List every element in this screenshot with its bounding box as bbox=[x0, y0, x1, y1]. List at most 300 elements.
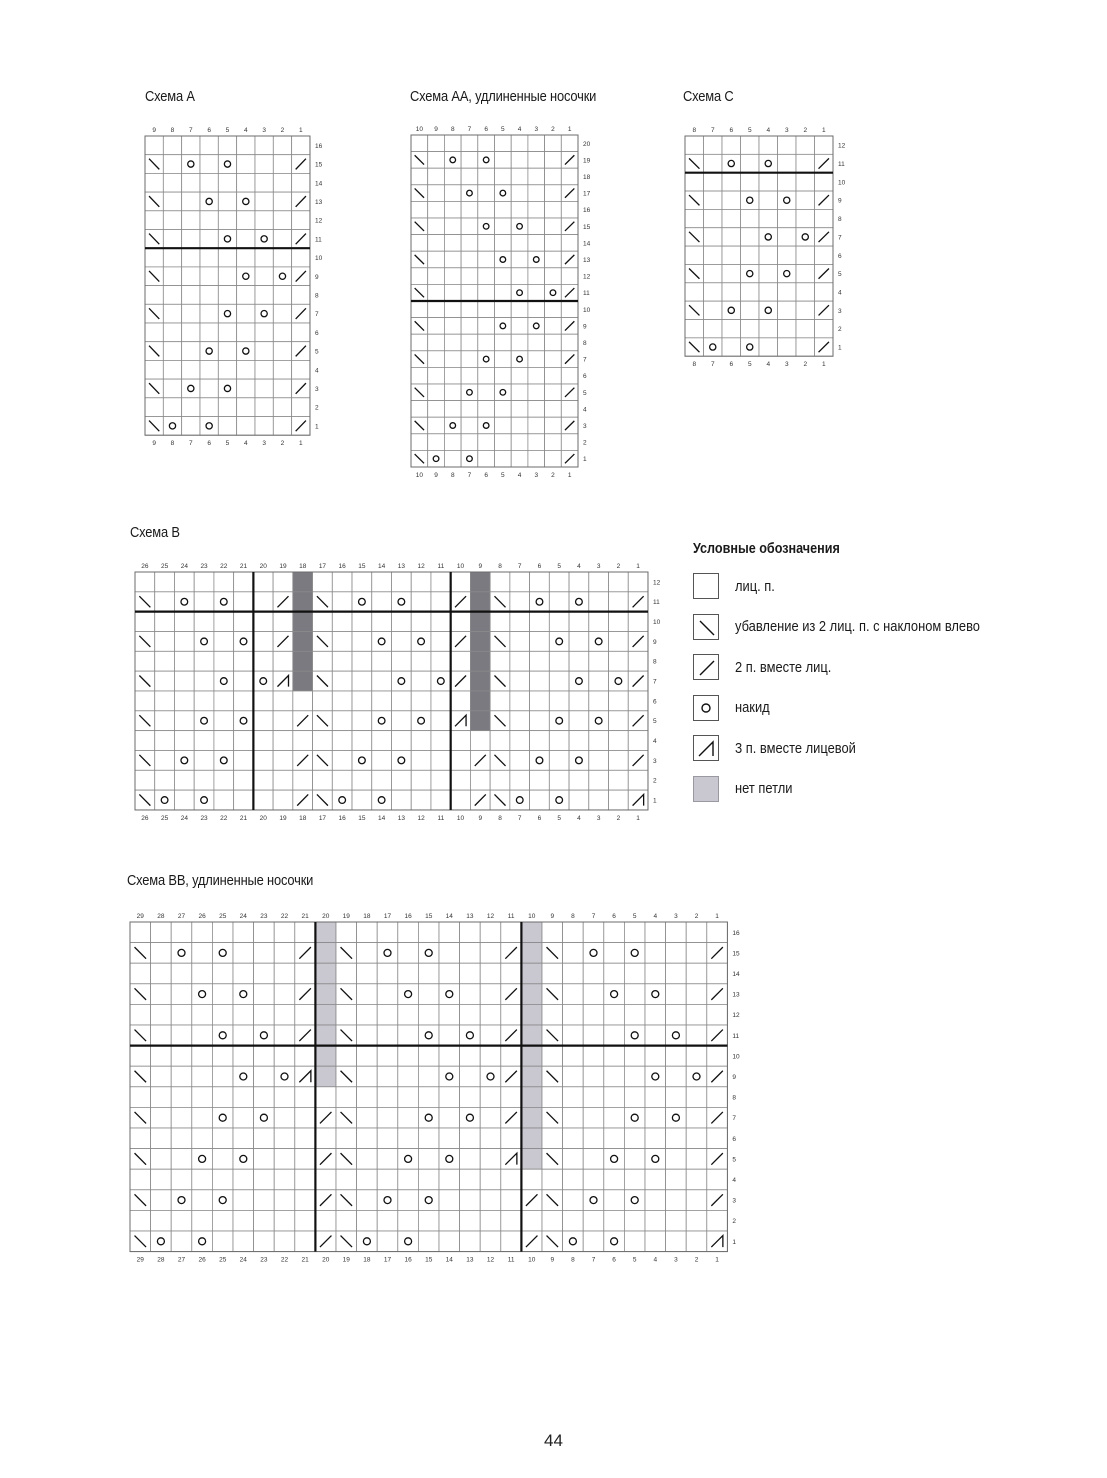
chart-cell bbox=[194, 671, 214, 691]
column-label: 6 bbox=[484, 126, 488, 133]
chart-cell bbox=[255, 248, 273, 267]
chart-cell bbox=[478, 334, 495, 351]
chart-cell bbox=[545, 218, 562, 235]
column-label: 3 bbox=[596, 563, 601, 570]
column-label: 8 bbox=[450, 472, 455, 479]
chart-cell bbox=[480, 1149, 501, 1170]
chart-cell bbox=[815, 283, 834, 301]
chart-cell bbox=[214, 612, 234, 632]
chart-cell bbox=[549, 671, 569, 691]
column-label: 7 bbox=[467, 472, 472, 479]
chart-cell bbox=[759, 320, 778, 338]
chart-cell bbox=[233, 922, 254, 943]
chart-cell bbox=[759, 338, 778, 356]
chart-cell bbox=[741, 228, 760, 246]
chart-cell bbox=[624, 943, 645, 964]
no-stitch-cell bbox=[521, 984, 542, 1005]
chart-cell bbox=[398, 1004, 419, 1025]
column-label: 10 bbox=[528, 1256, 536, 1264]
chart-cell bbox=[254, 922, 275, 943]
chart-cell bbox=[545, 384, 562, 401]
chart-cell bbox=[377, 1107, 398, 1128]
chart-cell bbox=[495, 417, 512, 434]
row-label: 5 bbox=[314, 348, 319, 356]
chart-cell bbox=[528, 135, 545, 152]
chart-cell bbox=[336, 1046, 357, 1067]
chart-cell bbox=[254, 1087, 275, 1108]
chart-cell bbox=[234, 770, 254, 790]
column-label: 3 bbox=[674, 1256, 678, 1264]
chart-cell bbox=[511, 268, 528, 285]
chart-cell bbox=[545, 334, 562, 351]
row-label: 14 bbox=[583, 240, 591, 248]
chart-cell bbox=[418, 1107, 439, 1128]
chart-cell bbox=[391, 750, 411, 770]
chart-cell bbox=[428, 401, 445, 418]
chart-cell bbox=[741, 320, 760, 338]
no-stitch-cell bbox=[315, 1066, 336, 1087]
chart-cell bbox=[155, 592, 175, 612]
column-label: 26 bbox=[198, 1256, 206, 1264]
chart-cell bbox=[549, 592, 569, 612]
chart-cell bbox=[398, 1190, 419, 1211]
chart-cell bbox=[624, 1066, 645, 1087]
chart-cell bbox=[549, 631, 569, 651]
chart-cell bbox=[461, 268, 478, 285]
chart-cell bbox=[460, 1087, 481, 1108]
chart-cell bbox=[352, 651, 372, 671]
chart-cell bbox=[796, 154, 815, 172]
chart-cell bbox=[274, 1128, 295, 1149]
chart-cell bbox=[255, 398, 273, 417]
chart-cell bbox=[315, 1210, 336, 1231]
chart-cell bbox=[182, 323, 200, 342]
chart-cell bbox=[778, 338, 797, 356]
chart-cell bbox=[155, 770, 175, 790]
chart-cell bbox=[722, 301, 741, 319]
chart-cell bbox=[174, 750, 194, 770]
chart-cell bbox=[589, 750, 609, 770]
chart-cell bbox=[666, 1107, 687, 1128]
chart-cell bbox=[666, 1169, 687, 1190]
chart-cell bbox=[255, 211, 273, 230]
chart-cell bbox=[315, 1169, 336, 1190]
chart-cell bbox=[624, 1231, 645, 1252]
chart-cell bbox=[163, 267, 181, 286]
chart-cell bbox=[645, 963, 666, 984]
chart-cell bbox=[444, 284, 461, 301]
chart-cell bbox=[428, 268, 445, 285]
chart-cell bbox=[563, 922, 584, 943]
chart-cell bbox=[182, 230, 200, 249]
chart-cell bbox=[254, 1231, 275, 1252]
chart-cell bbox=[411, 612, 431, 632]
chart-cell bbox=[292, 136, 310, 155]
chart-cell bbox=[759, 191, 778, 209]
chart-cell bbox=[274, 1087, 295, 1108]
chart-cell bbox=[685, 320, 704, 338]
chart-cell bbox=[428, 450, 445, 467]
chart-cell bbox=[428, 135, 445, 152]
chart-cell bbox=[135, 731, 155, 751]
row-label: 11 bbox=[838, 161, 845, 169]
chart-cell bbox=[528, 251, 545, 268]
chart-cell bbox=[604, 1190, 625, 1211]
chart-cell bbox=[561, 367, 578, 384]
chart-cell bbox=[609, 750, 629, 770]
chart-cell bbox=[233, 1046, 254, 1067]
column-label: 7 bbox=[591, 913, 596, 920]
chart-cell bbox=[171, 984, 192, 1005]
chart-cell bbox=[418, 1046, 439, 1067]
chart-cell bbox=[163, 379, 181, 398]
row-label: 4 bbox=[732, 1177, 737, 1184]
chart-cell bbox=[151, 963, 172, 984]
column-label: 3 bbox=[534, 126, 539, 133]
chart-cell bbox=[372, 651, 392, 671]
row-label: 4 bbox=[652, 738, 657, 746]
chart-cell bbox=[295, 1149, 316, 1170]
chart-cell bbox=[357, 1004, 378, 1025]
row-label: 12 bbox=[732, 1012, 740, 1020]
chart-cell bbox=[583, 1046, 604, 1067]
chart-cell bbox=[501, 963, 522, 984]
chart-cell bbox=[293, 770, 313, 790]
chart-cell bbox=[352, 631, 372, 651]
row-label: 3 bbox=[652, 757, 657, 765]
chart-cell bbox=[398, 1087, 419, 1108]
column-label: 29 bbox=[136, 1256, 144, 1264]
chart-cell bbox=[478, 351, 495, 368]
chart-cell bbox=[212, 1149, 233, 1170]
chart-cell bbox=[253, 671, 273, 691]
chart-cell bbox=[624, 984, 645, 1005]
chart-cell bbox=[418, 1231, 439, 1252]
chart-cell bbox=[255, 417, 273, 436]
column-label: 10 bbox=[415, 126, 423, 133]
chart-cell bbox=[372, 770, 392, 790]
chart-cell bbox=[336, 1087, 357, 1108]
chart-cell bbox=[478, 218, 495, 235]
chart-cell bbox=[569, 631, 589, 651]
chart-cell bbox=[418, 1169, 439, 1190]
chart-cell bbox=[255, 173, 273, 192]
chart-cell bbox=[704, 209, 723, 227]
chart-cell bbox=[609, 770, 629, 790]
legend-item-k2tog bbox=[693, 647, 1073, 688]
column-label: 12 bbox=[417, 563, 425, 570]
chart-cell bbox=[145, 398, 163, 417]
no-stitch-cell bbox=[315, 963, 336, 984]
chart-cell bbox=[411, 235, 428, 252]
chart-cell bbox=[293, 731, 313, 751]
chart-cell bbox=[200, 323, 218, 342]
chart-cell bbox=[815, 209, 834, 227]
chart-cell bbox=[460, 922, 481, 943]
column-label: 23 bbox=[260, 913, 268, 920]
chart-cell bbox=[194, 770, 214, 790]
chart-cell bbox=[563, 1190, 584, 1211]
chart-cell bbox=[528, 351, 545, 368]
chart-cell bbox=[478, 201, 495, 218]
knitting-chart-a bbox=[145, 122, 330, 449]
column-label: 5 bbox=[225, 127, 230, 134]
chart-cell bbox=[495, 367, 512, 384]
chart-cell bbox=[377, 1128, 398, 1149]
chart-cell bbox=[470, 770, 490, 790]
chart-cell bbox=[439, 1087, 460, 1108]
chart-cell bbox=[273, 248, 291, 267]
chart-cell bbox=[549, 731, 569, 751]
chart-cell bbox=[545, 417, 562, 434]
chart-cell bbox=[233, 1107, 254, 1128]
chart-cell bbox=[192, 1107, 213, 1128]
row-label: 11 bbox=[314, 236, 322, 244]
chart-cell bbox=[218, 155, 236, 174]
chart-cell bbox=[722, 338, 741, 356]
legend-item-yo bbox=[693, 688, 1073, 729]
column-label: 21 bbox=[301, 1256, 309, 1264]
column-label: 8 bbox=[692, 127, 697, 134]
chart-cell bbox=[200, 379, 218, 398]
column-label: 22 bbox=[280, 913, 289, 920]
chart-cell bbox=[253, 731, 273, 751]
chart-cell bbox=[234, 750, 254, 770]
chart-cell bbox=[212, 1046, 233, 1067]
chart-cell bbox=[295, 1087, 316, 1108]
chart-cell bbox=[461, 251, 478, 268]
chart-cell bbox=[411, 770, 431, 790]
chart-cell bbox=[174, 592, 194, 612]
chart-cell bbox=[604, 1149, 625, 1170]
row-label: 9 bbox=[838, 197, 842, 205]
chart-cell bbox=[741, 136, 760, 154]
chart-cell bbox=[530, 671, 550, 691]
column-label: 17 bbox=[318, 563, 327, 570]
chart-cell bbox=[444, 367, 461, 384]
chart-cell bbox=[451, 790, 471, 810]
column-label: 11 bbox=[437, 563, 445, 570]
chart-cell bbox=[478, 450, 495, 467]
legend-title: Условные обозначения bbox=[693, 540, 840, 557]
chart-cell bbox=[495, 301, 512, 318]
row-label: 9 bbox=[583, 323, 587, 331]
chart-cell bbox=[377, 1025, 398, 1046]
chart-cell bbox=[501, 1210, 522, 1231]
chart-cell bbox=[151, 1190, 172, 1211]
column-label: 8 bbox=[692, 361, 697, 369]
chart-cell bbox=[130, 1087, 151, 1108]
chart-cell bbox=[377, 1004, 398, 1025]
chart-cell bbox=[218, 398, 236, 417]
chart-cell bbox=[174, 770, 194, 790]
column-label: 7 bbox=[517, 814, 522, 822]
column-label: 24 bbox=[180, 563, 188, 570]
chart-cell bbox=[163, 417, 181, 436]
chart-cell bbox=[145, 173, 163, 192]
chart-cell bbox=[528, 201, 545, 218]
chart-cell bbox=[212, 1128, 233, 1149]
column-label: 2 bbox=[551, 126, 555, 133]
chart-cell bbox=[214, 572, 234, 592]
chart-cell bbox=[461, 201, 478, 218]
chart-cell bbox=[192, 1025, 213, 1046]
chart-cell bbox=[155, 572, 175, 592]
chart-cell bbox=[778, 209, 797, 227]
chart-cell bbox=[511, 152, 528, 169]
chart-cell bbox=[528, 367, 545, 384]
chart-cell bbox=[336, 1128, 357, 1149]
row-label: 10 bbox=[583, 306, 591, 314]
chart-cell bbox=[332, 711, 352, 731]
chart-cell bbox=[182, 417, 200, 436]
chart-cell bbox=[759, 283, 778, 301]
chart-cell bbox=[237, 248, 255, 267]
chart-cell bbox=[569, 671, 589, 691]
chart-cell bbox=[796, 228, 815, 246]
chart-cell bbox=[234, 612, 254, 632]
chart-cell bbox=[511, 235, 528, 252]
chart-cell bbox=[628, 612, 648, 632]
chart-cell bbox=[234, 631, 254, 651]
chart-cell bbox=[295, 1107, 316, 1128]
chart-cell bbox=[411, 671, 431, 691]
chart-cell bbox=[377, 1066, 398, 1087]
chart-cell bbox=[704, 264, 723, 282]
chart-cell bbox=[480, 984, 501, 1005]
chart-cell bbox=[273, 731, 293, 751]
no-stitch-cell bbox=[470, 691, 490, 711]
chart-cell bbox=[212, 1231, 233, 1252]
chart-cell bbox=[411, 334, 428, 351]
row-label: 3 bbox=[583, 423, 587, 430]
chart-cell bbox=[561, 235, 578, 252]
column-label: 11 bbox=[437, 814, 445, 822]
row-label: 6 bbox=[652, 698, 657, 706]
row-label: 4 bbox=[314, 367, 319, 375]
chart-cell bbox=[182, 173, 200, 192]
column-label: 15 bbox=[358, 563, 366, 570]
chart-cell bbox=[194, 691, 214, 711]
column-label: 25 bbox=[219, 913, 227, 920]
chart-cell bbox=[431, 572, 451, 592]
chart-cell bbox=[604, 1169, 625, 1190]
chart-cell bbox=[171, 922, 192, 943]
column-label: 24 bbox=[239, 913, 247, 920]
no-stitch-cell bbox=[470, 651, 490, 671]
column-label: 6 bbox=[537, 814, 542, 822]
chart-cell bbox=[589, 651, 609, 671]
chart-cell bbox=[163, 286, 181, 305]
chart-cell bbox=[704, 320, 723, 338]
column-label: 26 bbox=[198, 913, 206, 920]
chart-cell bbox=[411, 691, 431, 711]
chart-cell bbox=[212, 1004, 233, 1025]
chart-cell bbox=[200, 398, 218, 417]
no-stitch-cell bbox=[521, 1087, 542, 1108]
chart-cell bbox=[666, 1046, 687, 1067]
chart-cell bbox=[273, 572, 293, 592]
chart-cell bbox=[510, 750, 530, 770]
chart-cell bbox=[645, 1004, 666, 1025]
column-label: 22 bbox=[220, 814, 228, 822]
no-stitch-cell bbox=[470, 572, 490, 592]
chart-cell bbox=[336, 1004, 357, 1025]
chart-cell bbox=[759, 154, 778, 172]
column-label: 19 bbox=[342, 1256, 350, 1264]
chart-cell bbox=[332, 651, 352, 671]
row-label: 12 bbox=[314, 217, 323, 225]
chart-cell bbox=[461, 351, 478, 368]
chart-cell bbox=[589, 612, 609, 632]
legend-label: убавление из 2 лиц. п. с наклоном влево bbox=[735, 618, 980, 636]
column-label: 10 bbox=[456, 563, 465, 570]
column-label: 5 bbox=[747, 127, 752, 134]
chart-cell bbox=[273, 211, 291, 230]
no-stitch-cell bbox=[470, 711, 490, 731]
chart-cell bbox=[377, 1231, 398, 1252]
chart-cell bbox=[609, 592, 629, 612]
chart-cell bbox=[796, 173, 815, 191]
chart-cell bbox=[624, 1149, 645, 1170]
chart-cell bbox=[685, 283, 704, 301]
chart-cell bbox=[778, 173, 797, 191]
chart-cell bbox=[200, 342, 218, 361]
column-label: 15 bbox=[425, 1256, 433, 1264]
no-stitch-cell bbox=[470, 671, 490, 691]
column-label: 20 bbox=[322, 1256, 330, 1264]
chart-cell bbox=[666, 1128, 687, 1149]
chart-cell bbox=[145, 323, 163, 342]
no-stitch-cell bbox=[293, 612, 313, 632]
chart-cell bbox=[645, 984, 666, 1005]
chart-cell bbox=[200, 417, 218, 436]
chart-cell bbox=[398, 1231, 419, 1252]
chart-cell bbox=[130, 1210, 151, 1231]
chart-cell bbox=[439, 1128, 460, 1149]
chart-cell bbox=[604, 1025, 625, 1046]
column-label: 25 bbox=[219, 1256, 227, 1264]
chart-cell bbox=[192, 1149, 213, 1170]
chart-cell bbox=[234, 671, 254, 691]
chart-cell bbox=[796, 320, 815, 338]
chart-cell bbox=[212, 1190, 233, 1211]
chart-cell bbox=[460, 1046, 481, 1067]
no-stitch-cell bbox=[315, 984, 336, 1005]
column-label: 2 bbox=[803, 127, 808, 134]
chart-cell bbox=[604, 943, 625, 964]
chart-cell bbox=[218, 323, 236, 342]
chart-cell bbox=[624, 922, 645, 943]
chart-cell bbox=[357, 984, 378, 1005]
chart-cell bbox=[411, 651, 431, 671]
chart-cell bbox=[569, 750, 589, 770]
chart-cell bbox=[200, 230, 218, 249]
chart-cell bbox=[372, 691, 392, 711]
chart-cell bbox=[398, 1169, 419, 1190]
chart-cell bbox=[707, 1046, 728, 1067]
chart-cell bbox=[569, 790, 589, 810]
chart-cell bbox=[759, 264, 778, 282]
column-label: 13 bbox=[397, 563, 405, 570]
chart-cell bbox=[418, 1128, 439, 1149]
chart-cell bbox=[352, 770, 372, 790]
chart-cell bbox=[332, 731, 352, 751]
chart-cell bbox=[589, 711, 609, 731]
chart-cell bbox=[194, 572, 214, 592]
chart-cell bbox=[583, 1149, 604, 1170]
column-label: 5 bbox=[225, 440, 230, 448]
